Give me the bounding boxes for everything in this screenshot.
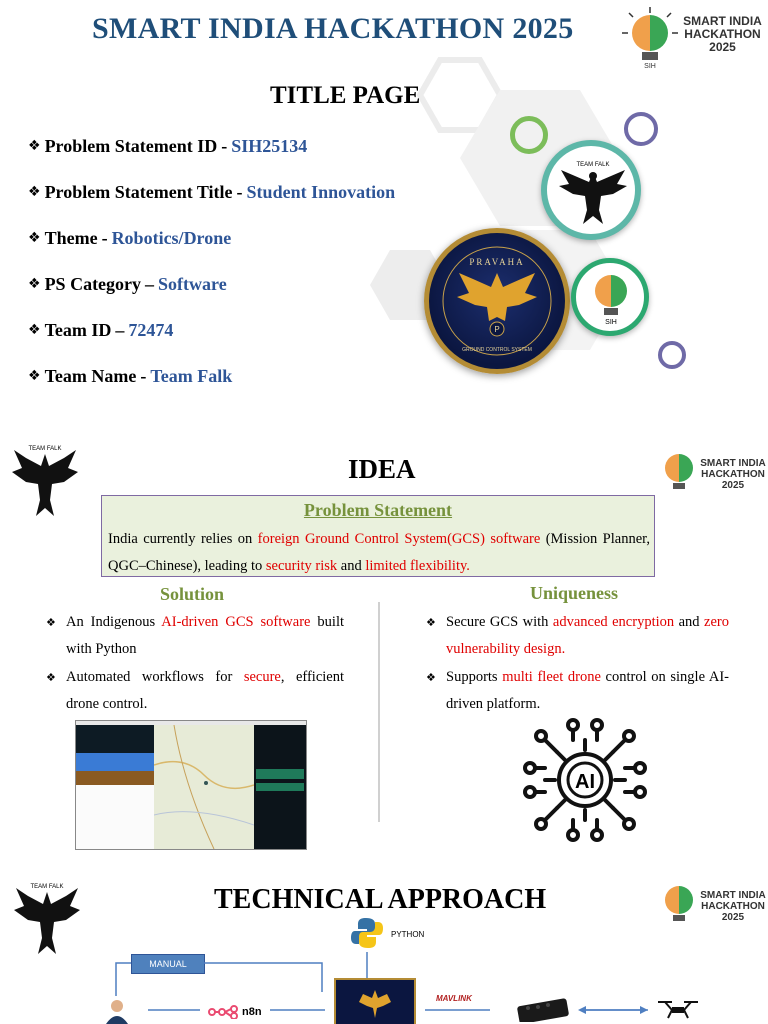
- diamond-bullet-icon: ❖: [426, 616, 436, 629]
- drone-icon: [654, 996, 702, 1022]
- svg-text:AI: AI: [575, 771, 595, 793]
- sih-logo-line1: SMART INDIA: [683, 14, 762, 28]
- detail-separator: -: [221, 136, 228, 156]
- svg-text:TEAM FALK: TEAM FALK: [28, 446, 62, 452]
- phoenix-icon: [555, 152, 631, 230]
- detail-separator: -: [140, 366, 147, 386]
- detail-separator: –: [145, 274, 155, 294]
- detail-separator: -: [236, 182, 243, 202]
- column-divider: [378, 602, 380, 822]
- problem-statement-text: India currently relies on foreign Ground Control System(GCS) software (Mission Planner, QGC–Chinese), leading to security risk and limited flexibility.: [108, 531, 651, 574]
- svg-text:GROUND CONTROL SYSTEM: GROUND CONTROL SYSTEM: [462, 347, 532, 353]
- team-falk-badge: [541, 140, 641, 240]
- uniqueness-heading: Uniqueness: [530, 583, 619, 603]
- bullet-item: ❖ Automated workflows for secure, efficient drone control.: [46, 664, 344, 718]
- flight-controller-icon: [514, 996, 574, 1022]
- svg-text:SIH: SIH: [605, 319, 617, 326]
- diamond-bullet-icon: ❖: [46, 616, 56, 629]
- bullet-item: ❖ Supports multi fleet drone control on single AI-driven platform.: [426, 664, 729, 718]
- uniqueness-list: [426, 609, 729, 719]
- manual-box: MANUAL: [131, 954, 205, 974]
- detail-label: Problem Statement ID: [44, 136, 218, 156]
- header-title: SMART INDIA HACKATHON 2025: [92, 12, 574, 45]
- detail-value: 72474: [128, 320, 174, 340]
- slide-title: IDEA: [348, 454, 416, 484]
- pravaha-logo: [424, 228, 570, 374]
- solution-list: [46, 609, 344, 719]
- detail-label: Team ID: [44, 320, 112, 340]
- detail-value: Robotics/Drone: [111, 228, 232, 248]
- sih-logo-line1: SMART INDIA: [700, 890, 766, 901]
- detail-item: [28, 274, 395, 320]
- title-details-list: [28, 136, 395, 410]
- map-view: [154, 725, 254, 849]
- diamond-bullet-icon: ❖: [426, 671, 436, 684]
- pravaha-phoenix-icon: [355, 984, 395, 1024]
- detail-value: Student Innovation: [246, 182, 396, 202]
- detail-separator: -: [101, 228, 108, 248]
- detail-label: Problem Statement Title: [44, 182, 233, 202]
- detail-item: [28, 228, 395, 274]
- svg-text:TEAM FALK: TEAM FALK: [30, 884, 64, 890]
- svg-text:P: P: [494, 325, 500, 334]
- sih-logo-line2: HACKATHON: [701, 901, 765, 912]
- sih-logo-line2: HACKATHON: [684, 27, 761, 41]
- diamond-bullet-icon: ❖: [28, 276, 41, 292]
- sih-logo-line2: HACKATHON: [701, 469, 765, 480]
- detail-item: [28, 366, 395, 410]
- sih-logo-line3: 2025: [721, 480, 745, 491]
- user-icon: [104, 998, 130, 1024]
- detail-item: [28, 182, 395, 228]
- detail-value: Team Falk: [150, 366, 233, 386]
- svg-text:PRAVAHA: PRAVAHA: [469, 257, 525, 267]
- bullet-item: ❖ An Indigenous AI-driven GCS software built with Python: [46, 609, 344, 663]
- diamond-bullet-icon: ❖: [28, 184, 41, 200]
- detail-value: Software: [158, 274, 227, 294]
- bullet-item: ❖ Secure GCS with advanced encryption and zero vulnerability design.: [426, 609, 729, 663]
- python-label: PYTHON: [391, 930, 425, 939]
- diamond-bullet-icon: ❖: [46, 671, 56, 684]
- diamond-bullet-icon: ❖: [28, 138, 41, 154]
- solution-heading: Solution: [160, 584, 225, 604]
- team-falk-logo: [12, 438, 78, 520]
- title-slide: [0, 0, 768, 410]
- problem-statement-heading: Problem Statement: [303, 500, 453, 520]
- decorative-ring: [624, 112, 658, 146]
- sih-badge: [571, 258, 649, 336]
- sih-logo-line1: SMART INDIA: [700, 458, 766, 469]
- bulb-brain-icon: [658, 448, 700, 498]
- detail-item: [28, 136, 395, 182]
- detail-label: Theme: [44, 228, 98, 248]
- decorative-ring: [510, 116, 548, 154]
- detail-value: SIH25134: [231, 136, 308, 156]
- detail-label: PS Category: [44, 274, 142, 294]
- ai-circuit-icon: [523, 718, 647, 842]
- detail-label: Team Name: [44, 366, 137, 386]
- sih-logo-line3: 2025: [721, 912, 745, 923]
- gcs-software-screenshot: [75, 720, 307, 850]
- detail-item: [28, 320, 395, 366]
- technical-approach-slide: [0, 868, 768, 1024]
- decorative-ring: [658, 341, 686, 369]
- n8n-label: n8n: [242, 1006, 262, 1018]
- diamond-bullet-icon: ❖: [28, 230, 41, 246]
- n8n-logo-icon: [208, 1005, 240, 1019]
- slide-title: TECHNICAL APPROACH: [214, 884, 547, 915]
- sih-logo: [658, 448, 768, 498]
- svg-text:SIH: SIH: [644, 63, 656, 70]
- page-subtitle: TITLE PAGE: [270, 82, 421, 109]
- bulb-brain-icon: [586, 269, 636, 329]
- bulb-brain-icon: [620, 5, 680, 71]
- diamond-bullet-icon: ❖: [28, 322, 41, 338]
- pravaha-phoenix-icon: [429, 233, 565, 369]
- problem-statement-box: [101, 495, 655, 577]
- diamond-bullet-icon: ❖: [28, 368, 41, 384]
- detail-separator: –: [115, 320, 125, 340]
- sih-logo-line3: 2025: [709, 40, 736, 54]
- pravaha-logo: [334, 978, 416, 1024]
- sih-logo: [620, 5, 765, 71]
- svg-text:TEAM FALK: TEAM FALK: [576, 162, 610, 168]
- idea-slide: [0, 432, 768, 862]
- bidirectional-arrow: [578, 1004, 648, 1016]
- mavlink-logo: MAVLINK: [436, 994, 472, 1003]
